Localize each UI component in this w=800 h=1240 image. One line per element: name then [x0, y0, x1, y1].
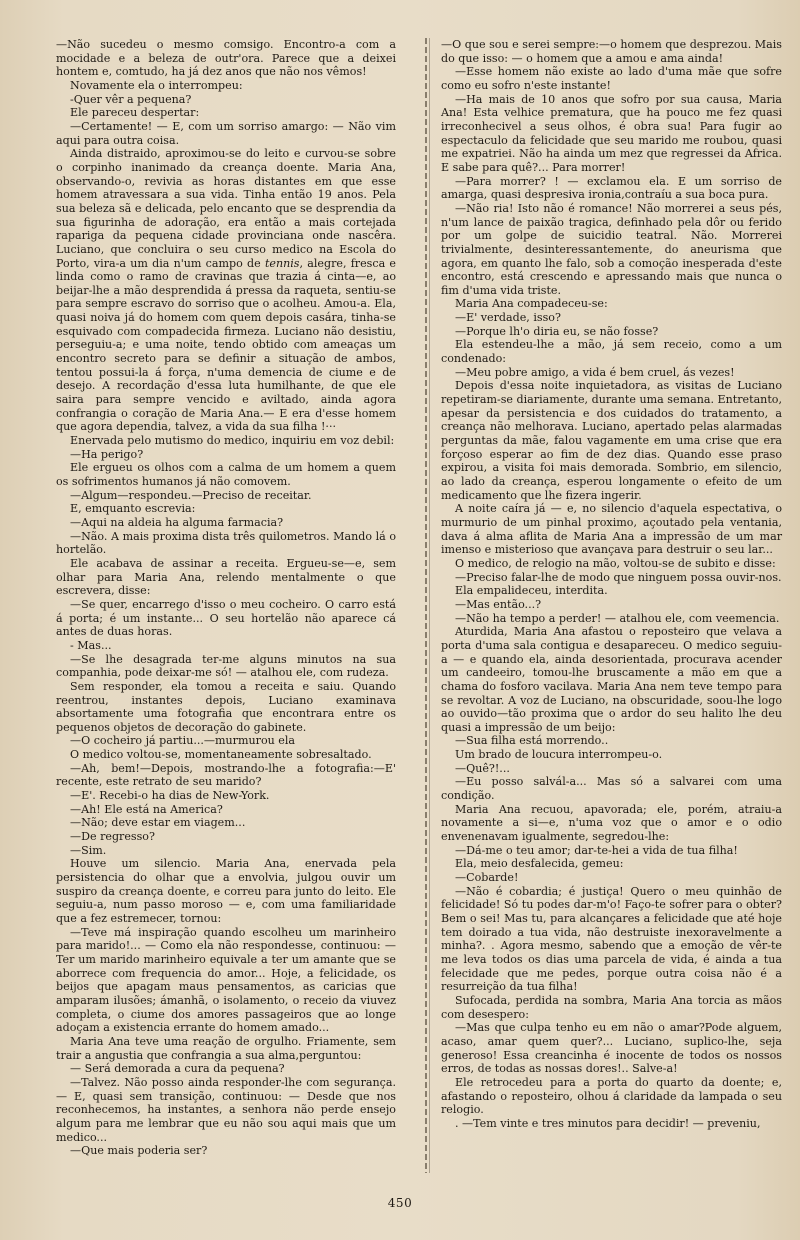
paragraph-text: —Eu posso salvál-a... Mas só a salvarei com uma condição. — [441, 775, 782, 803]
paragraph-text: —O que sou e serei sempre:—o homem que desprezou. Mais do que isso: — o homem que a amou e ama ainda! — [441, 38, 782, 65]
paragraph — [441, 803, 782, 844]
paragraph-text: —Quê?!... — [455, 761, 510, 775]
paragraph-text: —Dá-me o teu amor; dar-te-hei a vida de tua filha! — [455, 843, 738, 857]
paragraph — [56, 830, 396, 844]
paragraph — [441, 734, 782, 748]
paragraph-text: —Porque lh'o diria eu, se não fosse? — [455, 324, 659, 338]
paragraph-text: —Ha perigo? — [70, 447, 144, 461]
paragraph-text: —Algum—respondeu.—Preciso de receitar. — [70, 488, 312, 502]
paragraph — [441, 1021, 782, 1076]
paragraph — [56, 857, 396, 925]
paragraph — [56, 926, 396, 1035]
paragraph — [56, 653, 396, 680]
paragraph-text: —Mas então...? — [455, 597, 542, 611]
paragraph-text: Ela estendeu-lhe a mão, já sem receio, como a um condenado: — [441, 338, 782, 366]
paragraph — [441, 502, 782, 557]
paragraph — [441, 366, 782, 380]
paragraph-text: . —Tem vinte e tres minutos para decidir! — preveniu, — [455, 1116, 761, 1130]
paragraph-text: Ela, meio desfalecida, gemeu: — [455, 857, 624, 871]
paragraph-text: Ele pareceu despertar: — [70, 106, 200, 120]
paragraph — [56, 639, 396, 653]
paragraph — [441, 1076, 782, 1117]
paragraph-text: —O cocheiro já partiu...—murmurou ela — [70, 734, 296, 748]
paragraph — [441, 612, 782, 626]
paragraph — [441, 557, 782, 571]
page-number: 450 — [387, 1196, 413, 1210]
paragraph-text: Enervada pelo mutismo do medico, inquiriu em voz debil: — [70, 434, 395, 448]
paragraph — [441, 994, 782, 1021]
left-text-column — [56, 38, 396, 1158]
paragraph — [441, 625, 782, 734]
paragraph-text: —Ah! Ele está na America? — [70, 802, 223, 816]
paragraph-text: —Certamente! — E, com um sorriso amargo: — Não vim aqui para outra coisa. — [56, 119, 396, 147]
paragraph-text: —Meu pobre amigo, a vida é bem cruel, ás vezes! — [455, 365, 735, 379]
paragraph-text: Maria Ana teve uma reação de orgulho. Friamente, sem trair a angustia que confrangia a sua alma,perguntou: — [56, 1034, 396, 1062]
paragraph-text: —Teve má inspiração quando escolheu um marinheiro para marido!... — Como ela não respondesse, continuou: — Ter um marido marinheiro equivale a ter um amante que se aborrece com frequencia do amor... Hoje, a felicidade, os beijos que apagam maus pensamentos, as caricias que amparam ilusões; ámanhã, o isolamento, o receio da viuvez completa, o ciume dos amores passageiros que ao longe adoçam a existencia errante do homem amado... — [56, 925, 396, 1035]
paragraph-text: Maria Ana recuou, apavorada; ele, porém, atraiu-a novamente a si—e, n'uma voz que o amor e o odio envenenavam igualmente, segredou-lhe: — [441, 802, 782, 844]
paragraph-text: E, emquanto escrevia: — [70, 502, 196, 516]
paragraph-text: A noite caíra já — e, no silencio d'aquela espectativa, o murmurio de um pinhal proximo, açoutado pela ventania, dava á alma aflita de Maria Ana a impressão de um mar imenso e misterioso que avançava para destruir o seu lar... — [441, 502, 782, 557]
paragraph-text: O medico voltou-se, momentaneamente sobresaltado. — [70, 748, 372, 762]
paragraph-text: Ela empalideceu, interdita. — [455, 584, 608, 598]
paragraph-text: —E' verdade, isso? — [455, 311, 561, 325]
right-text-column — [441, 38, 782, 1131]
paragraph — [441, 379, 782, 502]
paragraph — [56, 816, 396, 830]
paragraph-text: Depois d'essa noite inquietadora, as visitas de Luciano repetiram-se diariamente, durante uma semana. Entretanto, apesar da persistencia e dos cuidados do tratamento, a creança não melhorava. Luciano, apertado pelas alarmadas perguntas da mãe, falou vagamente em uma crise que era forçoso esperar ao fim de dez dias. Quando esse praso expirou, a visita foi mais demorada. Sombrio, em silencio, ao lado da creança, esperou longamente o efeito de um medicamento que lhe fizera ingerir. — [441, 379, 782, 502]
paragraph — [56, 489, 396, 503]
paragraph — [56, 106, 396, 120]
paragraph — [56, 93, 396, 107]
paragraph — [441, 38, 782, 65]
paragraph — [56, 461, 396, 488]
paragraph — [441, 885, 782, 994]
paragraph — [56, 680, 396, 735]
paragraph-text: Houve um silencio. Maria Ana, enervada pela persistencia do olhar que a envolvia, julgou ouvir um suspiro da creança doente, e correu para junto do leito. Ele seguiu-a, num passo moroso — e, com uma familiaridade que a fez estremecer, tornou: — [56, 857, 396, 925]
paragraph-text: —Sim. — [70, 843, 107, 857]
paragraph — [56, 557, 396, 598]
paragraph-text: —Não. A mais proxima dista três quilometros. Mando lá o hortelão. — [56, 529, 396, 557]
paragraph-text: -Quer vêr a pequena? — [70, 92, 192, 106]
paragraph — [441, 598, 782, 612]
paragraph — [56, 598, 396, 639]
paragraph-text: —Talvez. Não posso ainda responder-lhe com segurança. — E, quasi sem transição, continuou: — Desde que nos reconhecemos, ha instantes, a senhora não perde ensejo algum para me lembrar que eu não sou aqui mais que um medico... — [56, 1075, 396, 1144]
paragraph — [56, 502, 396, 516]
paragraph — [441, 584, 782, 598]
paragraph — [56, 803, 396, 817]
paragraph — [441, 175, 782, 202]
paragraph — [56, 434, 396, 448]
paragraph — [56, 1144, 396, 1158]
paragraph — [441, 338, 782, 365]
paragraph — [56, 734, 396, 748]
paragraph-text: —Se quer, encarrego d'isso o meu cocheiro. O carro está á porta; é um instante... O seu hortelão não aparece cá antes de duas horas. — [56, 597, 396, 639]
paragraph — [441, 202, 782, 298]
paragraph-text: —Se lhe desagrada ter-me alguns minutos na sua companhia, pode deixar-me só! — atalhou ele, com rudeza. — [56, 652, 396, 680]
paragraph-text: —Cobarde! — [455, 871, 519, 885]
paragraph — [441, 871, 782, 885]
paragraph — [56, 516, 396, 530]
paragraph — [441, 844, 782, 858]
paragraph-text: Um brado de loucura interrompeu-o. — [455, 748, 663, 762]
paragraph-text: Aturdida, Maria Ana afastou o reposteiro que velava a porta d'uma sala contigua e desapareceu. O medico seguiu-a — e quando ela, ainda desorientada, procurava acender um candeeiro, tomou-lhe bruscamente a mão em que a chama do fosforo vacilava. Maria Ana nem teve tempo para se revoltar. A voz de Luciano, na obscuridade, soou-lhe logo ao ouvido—tão proxima que o ardor do seu halito lhe deu quasi a impressão de um beijo: — [441, 625, 782, 734]
paragraph — [441, 748, 782, 762]
paragraph — [56, 530, 396, 557]
paragraph-text: - Mas... — [70, 638, 112, 652]
paragraph-text: —Não ha tempo a perder! — atalhou ele, com veemencia. — [455, 611, 780, 625]
paragraph — [56, 79, 396, 93]
paragraph-text: —E'. Recebi-o ha dias de New-York. — [70, 789, 270, 803]
paragraph — [441, 571, 782, 585]
paragraph — [441, 775, 782, 802]
paragraph — [56, 1035, 396, 1062]
paragraph — [56, 1076, 396, 1144]
column-divider-line — [429, 38, 430, 1173]
paragraph — [56, 762, 396, 789]
paragraph-text: Maria Ana compadeceu-se: — [455, 297, 608, 311]
paragraph — [441, 325, 782, 339]
paragraph-text: —Não é cobardia; é justiça! Quero o meu quinhão de felicidade! Só tu podes dar-m'o! Faço-te sofrer para o obter? Bem o sei! Mas tu, para alcançares a felicidade que até hoje tem doirado a tua vida, não destruiste inexoravelmente a minha?. . Agora mesmo, sabendo que a emoção de vêr-te me leva todos os dias uma parcela de vida, é ainda a tua felecidade que me pedes, porque outra coisa não é a resurreição da tua filha! — [441, 884, 782, 994]
paragraph — [56, 38, 396, 79]
paragraph-text: Ele acabava de assinar a receita. Ergueu-se—e, sem olhar para Maria Ana, relendo mentalmente o que escrevera, disse: — [56, 556, 396, 598]
paragraph-text: —De regresso? — [70, 830, 155, 844]
paragraph-text: —Não sucedeu o mesmo comsigo. Encontro-a com a mocidade e a beleza de outr'ora. Parece que a deixei hontem e, comtudo, ha já dez anos que não nos vêmos! — [56, 38, 396, 79]
paragraph-text: —Mas que culpa tenho eu em não o amar?Pode alguem, acaso, amar quem quer?... Luciano, suplico-lhe, seja generoso! Essa creancinha é inocente de todos os nossos erros, de todas as nossas dores!.. Salve-a! — [441, 1021, 782, 1076]
paragraph-text: Novamente ela o interrompeu: — [70, 78, 243, 92]
paragraph-text: —Que mais poderia ser? — [70, 1144, 208, 1158]
paragraph-text: —Não ria! Isto não é romance! Não morrerei a seus pés, n'um lance de paixão tragica, definhado pela dôr ou ferido por um golpe de suicidio teatral. Não. Morrerei trivialmente, desinteressantemente, do aneurisma que agora, em quanto lhe falo, sob a comoção inesperada d'este encontro, está crescendo e apressando mais que nunca o fim d'uma vida triste. — [441, 201, 782, 297]
paragraph — [56, 844, 396, 858]
paragraph — [56, 789, 396, 803]
paragraph-text: —Aqui na aldeia ha alguma farmacia? — [70, 515, 284, 529]
paragraph-text: Ainda distraido, aproximou-se do leito e curvou-se sobre o corpinho inanimado da creança doente. Maria Ana, observando-o, revivia as horas distantes em que esse homem atravessara a sua vida. Tinha então 19 anos. Pela sua beleza sã e delicada, pelo encanto que se desprendia da sua figurinha de adoração, era então a mais cortejada rapariga da pequena cidade provinciana onde nascêra. Luciano, que concluira o seu curso medico na Escola do Porto, vira-a um dia n'um campo de — [56, 147, 396, 270]
paragraph — [56, 147, 396, 434]
paragraph — [56, 448, 396, 462]
paragraph — [441, 297, 782, 311]
paragraph-text: —Ah, bem!—Depois, mostrando-lhe a fotografia:—E' recente, este retrato de seu marido? — [56, 761, 396, 789]
paragraph-text: —Preciso falar-lhe de modo que ninguem possa ouvir-nos. — [455, 570, 782, 584]
paragraph-text: Sem responder, ela tomou a receita e saiu. Quando reentrou, instantes depois, Luciano examinava absortamente uma fotografia que encontrara entre os pequenos objetos de decoração do gabinete. — [56, 679, 396, 734]
paragraph-text: —Para morrer? ! — exclamou ela. E um sorriso de amarga, quasi despresiva ironia,contraíu a sua boca pura. — [441, 174, 782, 202]
paragraph-text: —Não; deve estar em viagem... — [70, 816, 246, 830]
paragraph — [441, 311, 782, 325]
italic-word: tennis — [264, 256, 300, 270]
paragraph-text: —Sua filha está morrendo.. — [455, 734, 609, 748]
paragraph — [56, 748, 396, 762]
paragraph-text: — Será demorada a cura da pequena? — [70, 1062, 285, 1076]
paragraph — [441, 65, 782, 92]
paragraph-text: —Ha mais de 10 anos que sofro por sua causa, Maria Ana! Esta velhice prematura, que ha pouco me fez quasi irreconhecivel a seus olhos, é obra sua! Para fugir ao espectaculo da felicidade que seu marido me roubou, quasi me expatriei. Não ha ainda um mez que regressei da Africa. E sabe para quê?... Para morrer! — [441, 92, 782, 174]
paragraph — [441, 857, 782, 871]
paragraph — [56, 120, 396, 147]
paragraph-text: Ele retrocedeu para a porta do quarto da doente; e, afastando o reposteiro, olhou á claridade da lampada o seu relogio. — [441, 1075, 782, 1117]
paragraph-text-continued: , alegre, fresca e linda como o ramo de cravinas que trazia á cinta—e, ao beijar-lhe a mão desprendida á pressa da raqueta, sentiu-se para sempre escravo do sorriso que o acolheu. Amou-a. Ela, quasi noiva já do homem com quem depois casára, tinha-se esquivado com compadecida firmeza. Luciano não desistiu, perseguiu-a; e uma noite, tendo obtido com ameaças um encontro secreto para se definir a situação de ambos, tentou possui-la á força, n'uma demencia de ciume e de desejo. A recordação d'essa luta humilhante, de que ele saira para sempre vencido e aviltado, ainda agora confrangia o coração de Maria Ana.— E era d'esse homem que agora dependia, talvez, a vida da sua filha !··· — [56, 256, 396, 434]
paragraph — [441, 762, 782, 776]
paragraph-text: —Esse homem não existe ao lado d'uma mãe que sofre como eu sofro n'este instante! — [441, 65, 782, 92]
paragraph — [441, 1117, 782, 1131]
paragraph — [56, 1062, 396, 1076]
column-divider — [425, 38, 427, 1173]
paragraph-text: O medico, de relogio na mão, voltou-se de subito e disse: — [455, 556, 776, 570]
paragraph — [441, 93, 782, 175]
paragraph-text: Sufocada, perdida na sombra, Maria Ana torcia as mãos com desespero: — [441, 993, 782, 1021]
paragraph-text: Ele ergueu os olhos com a calma de um homem a quem os sofrimentos humanos já não comovem. — [56, 461, 396, 488]
